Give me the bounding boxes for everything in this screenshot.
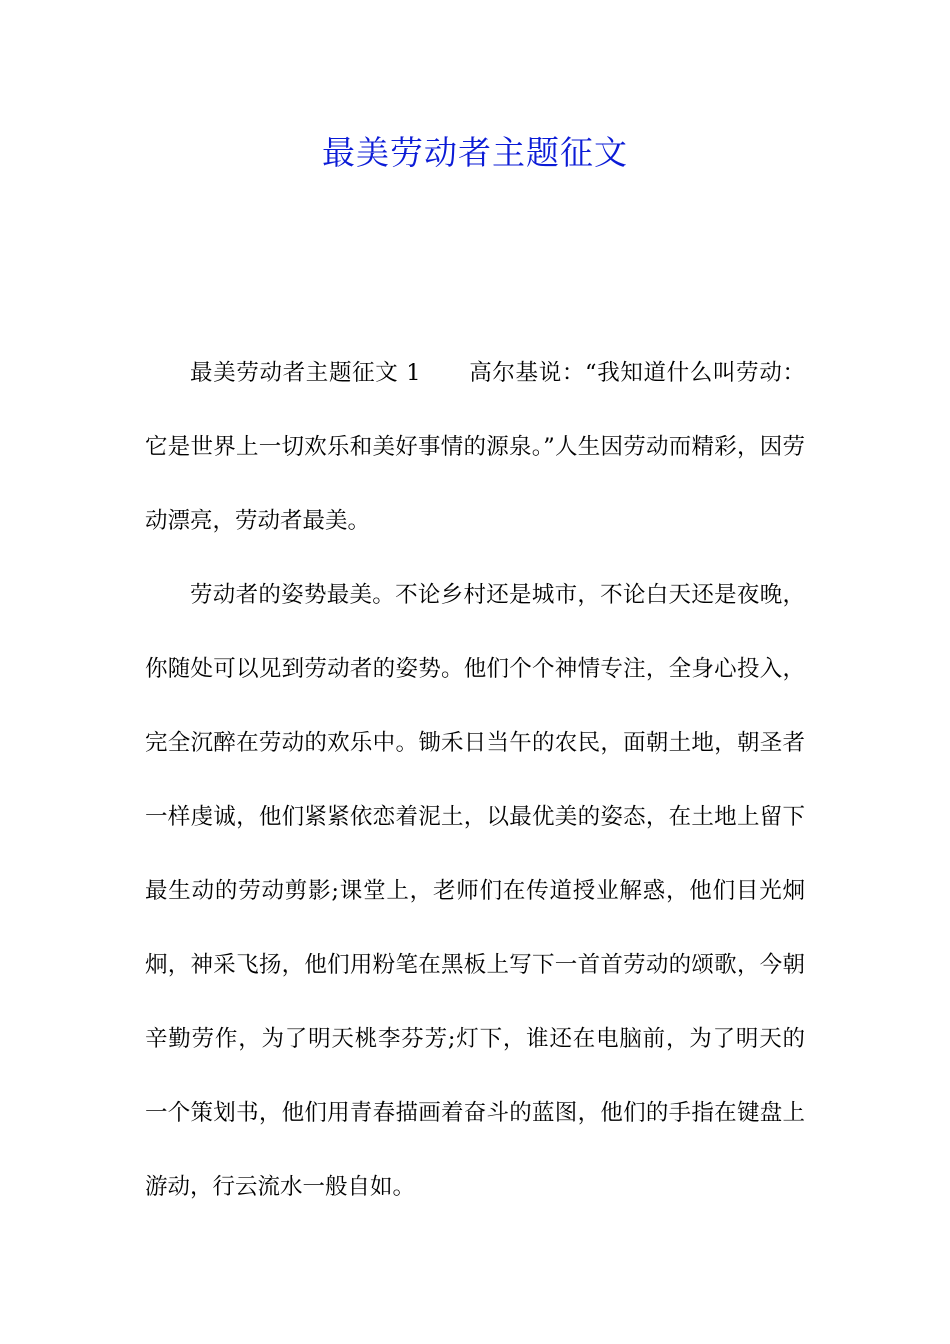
paragraph-1-lead: 最美劳动者主题征文 1 <box>190 360 421 386</box>
paragraph-2: 劳动者的姿势最美。不论乡村还是城市，不论白天还是夜晚，你随处可以见到劳动者的姿势。他们个个神情专注，全身心投入，完全沉醉在劳动的欢乐中。锄禾日当午的农民，面朝土地，朝圣者一样虔诚，他们紧紧依恋着泥土，以最优美的姿态，在土地上留下最生动的劳动剪影;课堂上，老师们在传道授业解惑，他们目光炯炯，神采飞扬，他们用粉笔在黑板上写下一首首劳动的颂歌，今朝辛勤劳作，为了明天桃李芬芳;灯下，谁还在电脑前，为了明天的一个策划书，他们用青春描画着奋斗的蓝图，他们的手指在键盘上游动，行云流水一般自如。 <box>145 582 805 1200</box>
paragraph-1-text: 高尔基说：“我知道什么叫劳动：它是世界上一切欢乐和美好事情的源泉。”人生因劳动而精彩，因劳动漂亮，劳动者最美。 <box>145 360 805 534</box>
document-title: 最美劳动者主题征文 <box>322 133 628 172</box>
document-body <box>145 336 805 1224</box>
paragraph-1 <box>145 336 805 558</box>
